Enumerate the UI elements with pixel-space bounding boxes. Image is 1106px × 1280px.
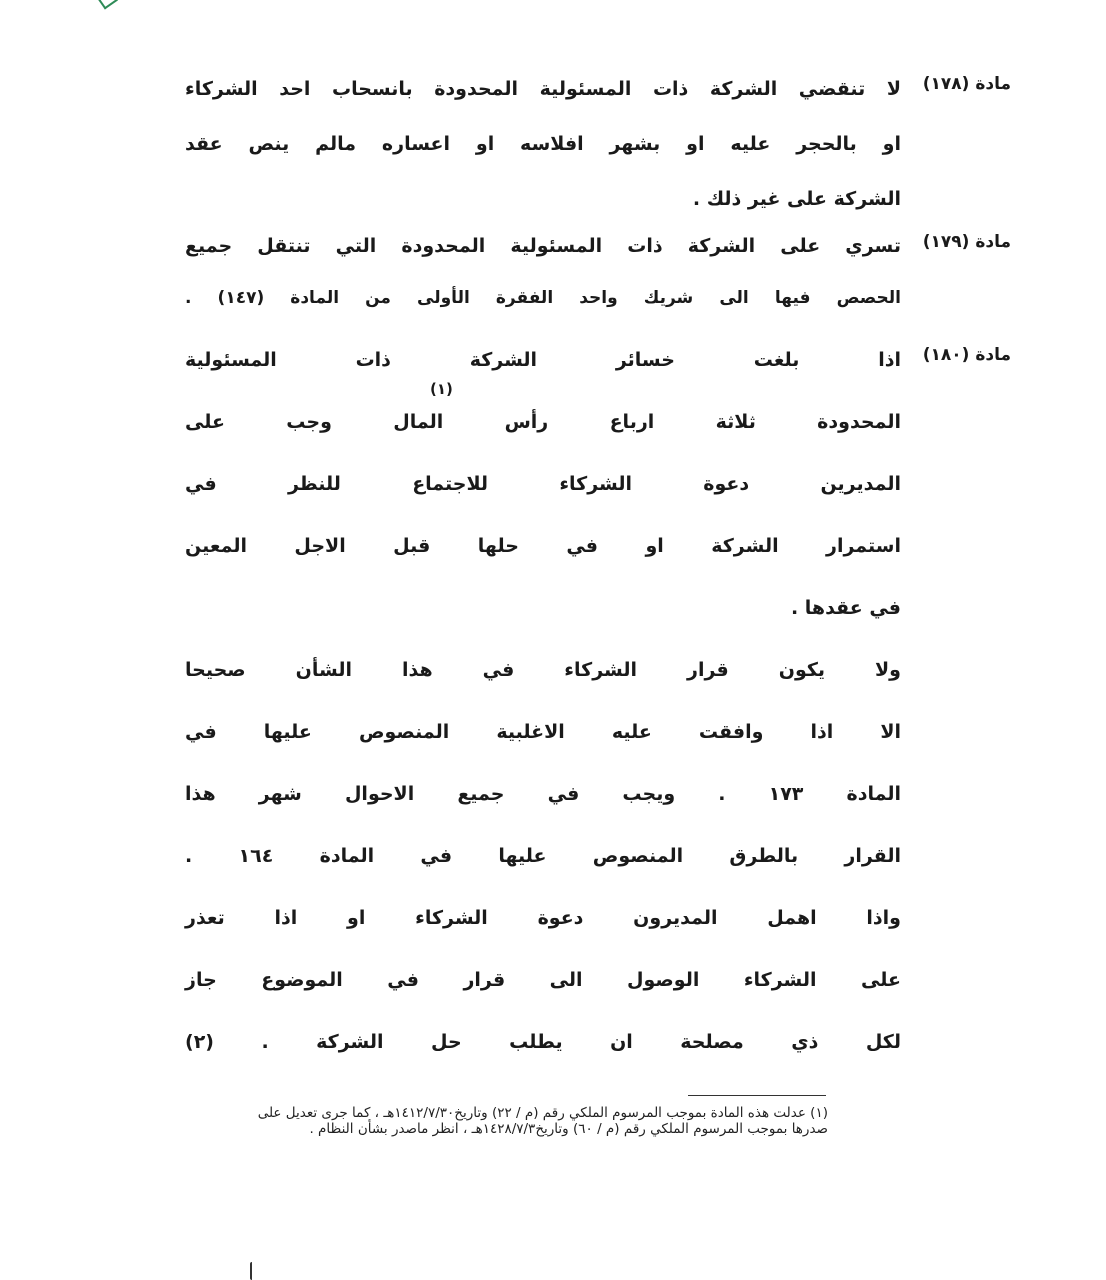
article-line: استمرار الشركة او في حلها قبل الاجل المعين — [185, 535, 901, 557]
article-number: مادة (١٧٩) — [922, 232, 1011, 252]
bottom-mark — [250, 1262, 256, 1280]
article-line: المادة ١٧٣ . ويجب في جميع الاحوال شهر هذا — [185, 783, 901, 805]
article-line: ولا يكون قرار الشركاء في هذا الشأن صحيحا — [185, 659, 901, 681]
footnote-divider — [688, 1095, 826, 1096]
footnote-line: (١) عدلت هذه المادة بموجب المرسوم الملكي رقم (م / ٢٢) وتاريخ١٤١٢/٧/٣٠هـ ، كما جرى تعديل على — [257, 1105, 828, 1121]
article-line: القرار بالطرق المنصوص عليها في المادة ١٦٤ . — [185, 845, 901, 867]
corner-mark — [98, 0, 118, 10]
article-line: الحصص فيها الى شريك واحد الفقرة الأولى من المادة (١٤٧) . — [185, 288, 901, 308]
article-line: او بالحجر عليه او بشهر افلاسه او اعساره مالم ينص عقد — [185, 133, 901, 155]
article-line: واذا اهمل المديرون دعوة الشركاء او اذا تعذر — [185, 907, 901, 929]
footnote — [185, 1105, 828, 1137]
footnote-line: صدرها بموجب المرسوم الملكي رقم (م / ٦٠) وتاريخ١٤٢٨/٧/٣هـ ، انظر ماصدر بشأن النظام . — [309, 1121, 828, 1137]
article-178 — [185, 74, 1011, 239]
article-line: تسري على الشركة ذات المسئولية المحدودة التي تنتقل جميع — [185, 235, 901, 257]
article-line: اذا بلغت خسائر الشركة ذات المسئولية — [185, 349, 901, 371]
article-line: في عقدها . — [790, 597, 901, 619]
article-line: لا تنقضي الشركة ذات المسئولية المحدودة بانسحاب احد الشركاء — [185, 78, 901, 100]
article-line: الا اذا وافقت عليه الاغلبية المنصوص عليها في — [185, 721, 901, 743]
article-line: المحدودة ثلاثة ارباع رأس المال وجب على — [185, 411, 901, 433]
article-line: على الشركاء الوصول الى قرار في الموضوع جاز — [185, 969, 901, 991]
article-number: مادة (١٨٠) — [922, 345, 1011, 365]
article-number: مادة (١٧٨) — [922, 74, 1011, 94]
article-180 — [185, 345, 1011, 1089]
article-line: لكل ذي مصلحة ان يطلب حل الشركة . (٢) — [185, 1031, 901, 1053]
article-line: المديرين دعوة الشركاء للاجتماع للنظر في — [185, 473, 901, 495]
article-179 — [185, 232, 1011, 336]
article-line: الشركة على غير ذلك . — [692, 188, 901, 210]
footnote-marker: (١) — [430, 380, 453, 398]
